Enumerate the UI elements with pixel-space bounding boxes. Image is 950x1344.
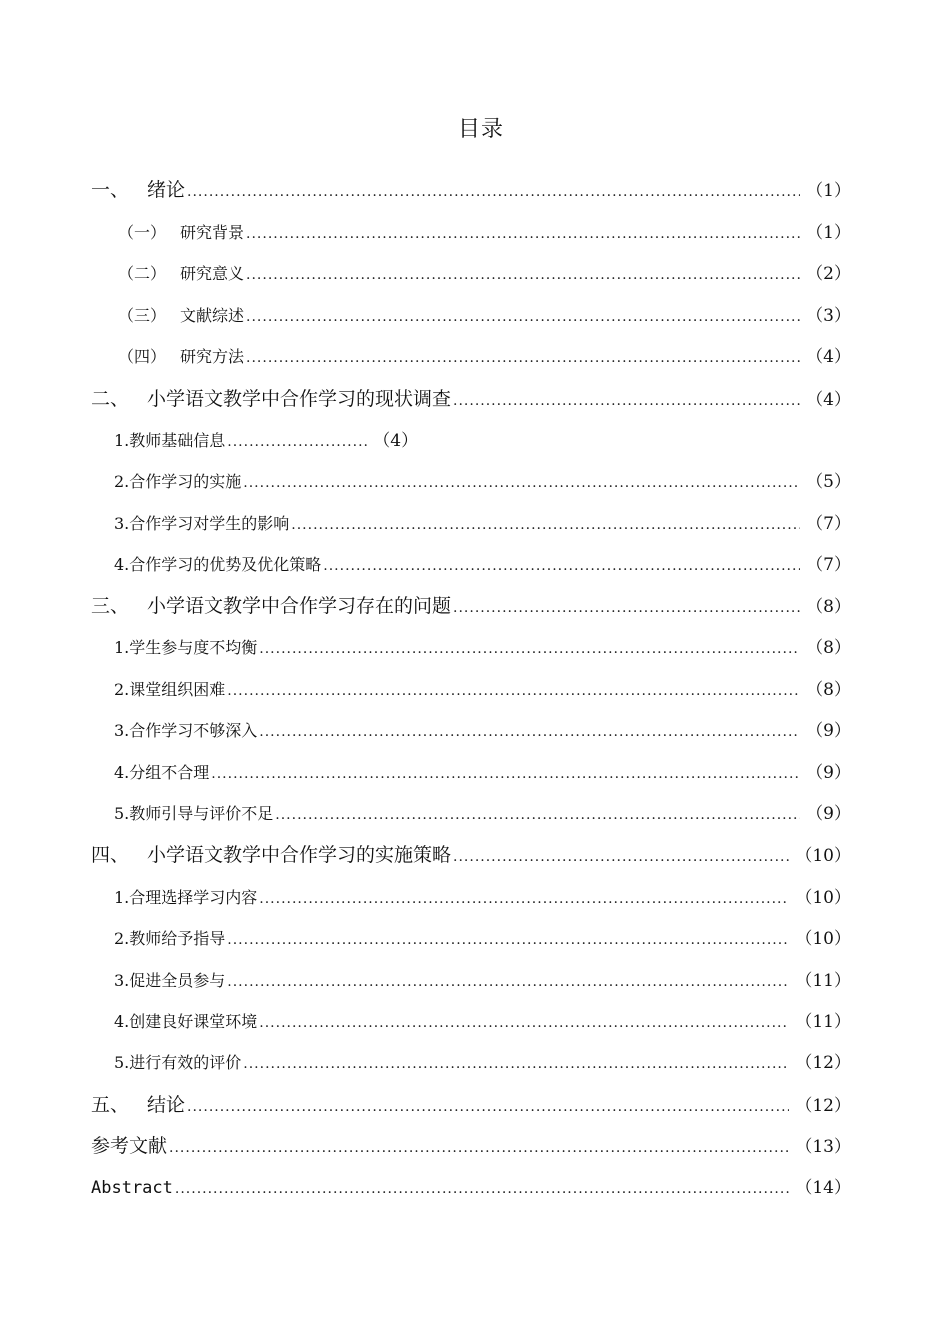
entry-page: （9）: [806, 763, 851, 783]
entry-page: （10）: [795, 929, 851, 949]
entry-page: （12）: [795, 1096, 851, 1116]
entry-label: 小学语文教学中合作学习存在的问题: [147, 595, 452, 617]
toc-entry[interactable]: [91, 1175, 851, 1201]
entry-label: 2.教师给予指导: [114, 929, 226, 948]
entry-number: 二、: [91, 388, 130, 410]
toc-entry[interactable]: [114, 1050, 851, 1076]
dot-leader: [187, 179, 800, 205]
toc-entry[interactable]: [114, 760, 851, 786]
entry-label: 结论: [147, 1094, 186, 1116]
dot-leader: [246, 262, 800, 288]
entry-page: （11）: [795, 971, 851, 991]
entry-label: 研究方法: [180, 347, 245, 366]
entry-number: （四）: [118, 347, 167, 366]
toc-entry[interactable]: [114, 926, 851, 952]
entry-page: （14）: [795, 1178, 851, 1198]
entry-label: 1.教师基础信息: [114, 431, 226, 450]
entry-label: 参考文献: [91, 1135, 168, 1157]
toc-entry[interactable]: [114, 968, 851, 994]
entry-label: 4.分组不合理: [114, 763, 210, 782]
dot-leader: [259, 1010, 789, 1036]
dot-leader: [275, 802, 800, 828]
toc-entry[interactable]: [114, 801, 851, 827]
dot-leader: [227, 678, 800, 704]
entry-page: （7）: [806, 514, 851, 534]
entry-label: 4.合作学习的优势及优化策略: [114, 555, 322, 574]
dot-leader: [453, 844, 789, 870]
entry-page: （9）: [806, 721, 851, 741]
entry-label: 研究背景: [180, 223, 245, 242]
entry-page: （12）: [795, 1053, 851, 1073]
dot-leader: [291, 512, 800, 538]
entry-page: （13）: [795, 1137, 851, 1157]
entry-page: （10）: [795, 888, 851, 908]
toc-entry[interactable]: [118, 303, 851, 329]
dot-leader: [175, 1176, 789, 1202]
entry-page: （7）: [806, 555, 851, 575]
dot-leader: [227, 927, 789, 953]
toc-entry[interactable]: [114, 469, 851, 495]
entry-label: 1.合理选择学习内容: [114, 888, 258, 907]
entry-label: 3.合作学习对学生的影响: [114, 514, 290, 533]
entry-page: （10）: [795, 846, 851, 866]
entry-page: （4）: [373, 431, 419, 451]
entry-label: 3.合作学习不够深入: [114, 721, 258, 740]
toc-entry[interactable]: [114, 511, 851, 537]
entry-number: 五、: [91, 1094, 130, 1116]
entry-page: （9）: [806, 804, 851, 824]
dot-leader: [243, 1051, 789, 1077]
toc-title: 目录: [457, 117, 504, 142]
entry-label: 4.创建良好课堂环境: [114, 1012, 258, 1031]
toc-entry[interactable]: [91, 177, 851, 203]
dot-leader: [259, 719, 800, 745]
toc-entry[interactable]: [114, 885, 851, 911]
entry-label: 研究意义: [180, 264, 245, 283]
toc-entry[interactable]: [91, 1092, 851, 1118]
toc-entry[interactable]: [114, 1009, 851, 1035]
toc-entry[interactable]: [118, 344, 851, 370]
toc-entry[interactable]: [91, 386, 851, 412]
toc-entry[interactable]: [118, 220, 851, 246]
entry-page: （4）: [806, 347, 851, 367]
entry-label: 5.进行有效的评价: [114, 1053, 242, 1072]
dot-leader: [323, 553, 800, 579]
toc-entry[interactable]: [114, 677, 851, 703]
entry-number: 一、: [91, 179, 130, 201]
entry-page: （1）: [806, 223, 851, 243]
entry-number: （二）: [118, 264, 167, 283]
entry-label: 5.教师引导与评价不足: [114, 804, 274, 823]
entry-page: （8）: [806, 597, 851, 617]
dot-leader: [259, 886, 789, 912]
entry-page: （5）: [806, 472, 851, 492]
entry-page: （4）: [806, 390, 851, 410]
entry-label: 小学语文教学中合作学习的现状调查: [147, 388, 452, 410]
entry-number: 四、: [91, 844, 130, 866]
dot-leader: [453, 388, 800, 414]
entry-number: 三、: [91, 595, 130, 617]
entry-label: Abstract: [91, 1178, 173, 1198]
entry-label: 文献综述: [180, 306, 245, 325]
dot-leader: [227, 969, 789, 995]
toc-entry[interactable]: [91, 1133, 851, 1159]
entry-page: （3）: [806, 306, 851, 326]
entry-page: （11）: [795, 1012, 851, 1032]
dot-leader: [227, 429, 367, 455]
entry-label: 小学语文教学中合作学习的实施策略: [147, 844, 452, 866]
toc-entry[interactable]: [114, 635, 851, 661]
toc-entry[interactable]: [114, 552, 851, 578]
toc-entry[interactable]: [114, 718, 851, 744]
toc-entry[interactable]: [91, 593, 851, 619]
dot-leader: [169, 1135, 789, 1161]
entry-number: （三）: [118, 306, 167, 325]
entry-label: 绪论: [147, 179, 186, 201]
entry-page: （1）: [806, 181, 851, 201]
entry-label: 2.合作学习的实施: [114, 472, 242, 491]
toc-entry[interactable]: [114, 428, 418, 454]
dot-leader: [453, 595, 800, 621]
dot-leader: [187, 1094, 789, 1120]
entry-page: （2）: [806, 264, 851, 284]
dot-leader: [259, 636, 800, 662]
entry-label: 3.促进全员参与: [114, 971, 226, 990]
dot-leader: [246, 304, 800, 330]
entry-label: 1.学生参与度不均衡: [114, 638, 258, 657]
dot-leader: [243, 470, 800, 496]
entry-page: （8）: [806, 638, 851, 658]
entry-label: 2.课堂组织困难: [114, 680, 226, 699]
toc-entry[interactable]: [91, 842, 851, 868]
dot-leader: [246, 345, 800, 371]
dot-leader: [211, 761, 800, 787]
toc-entry[interactable]: [118, 261, 851, 287]
entry-page: （8）: [806, 680, 851, 700]
dot-leader: [246, 221, 800, 247]
entry-number: （一）: [118, 223, 167, 242]
